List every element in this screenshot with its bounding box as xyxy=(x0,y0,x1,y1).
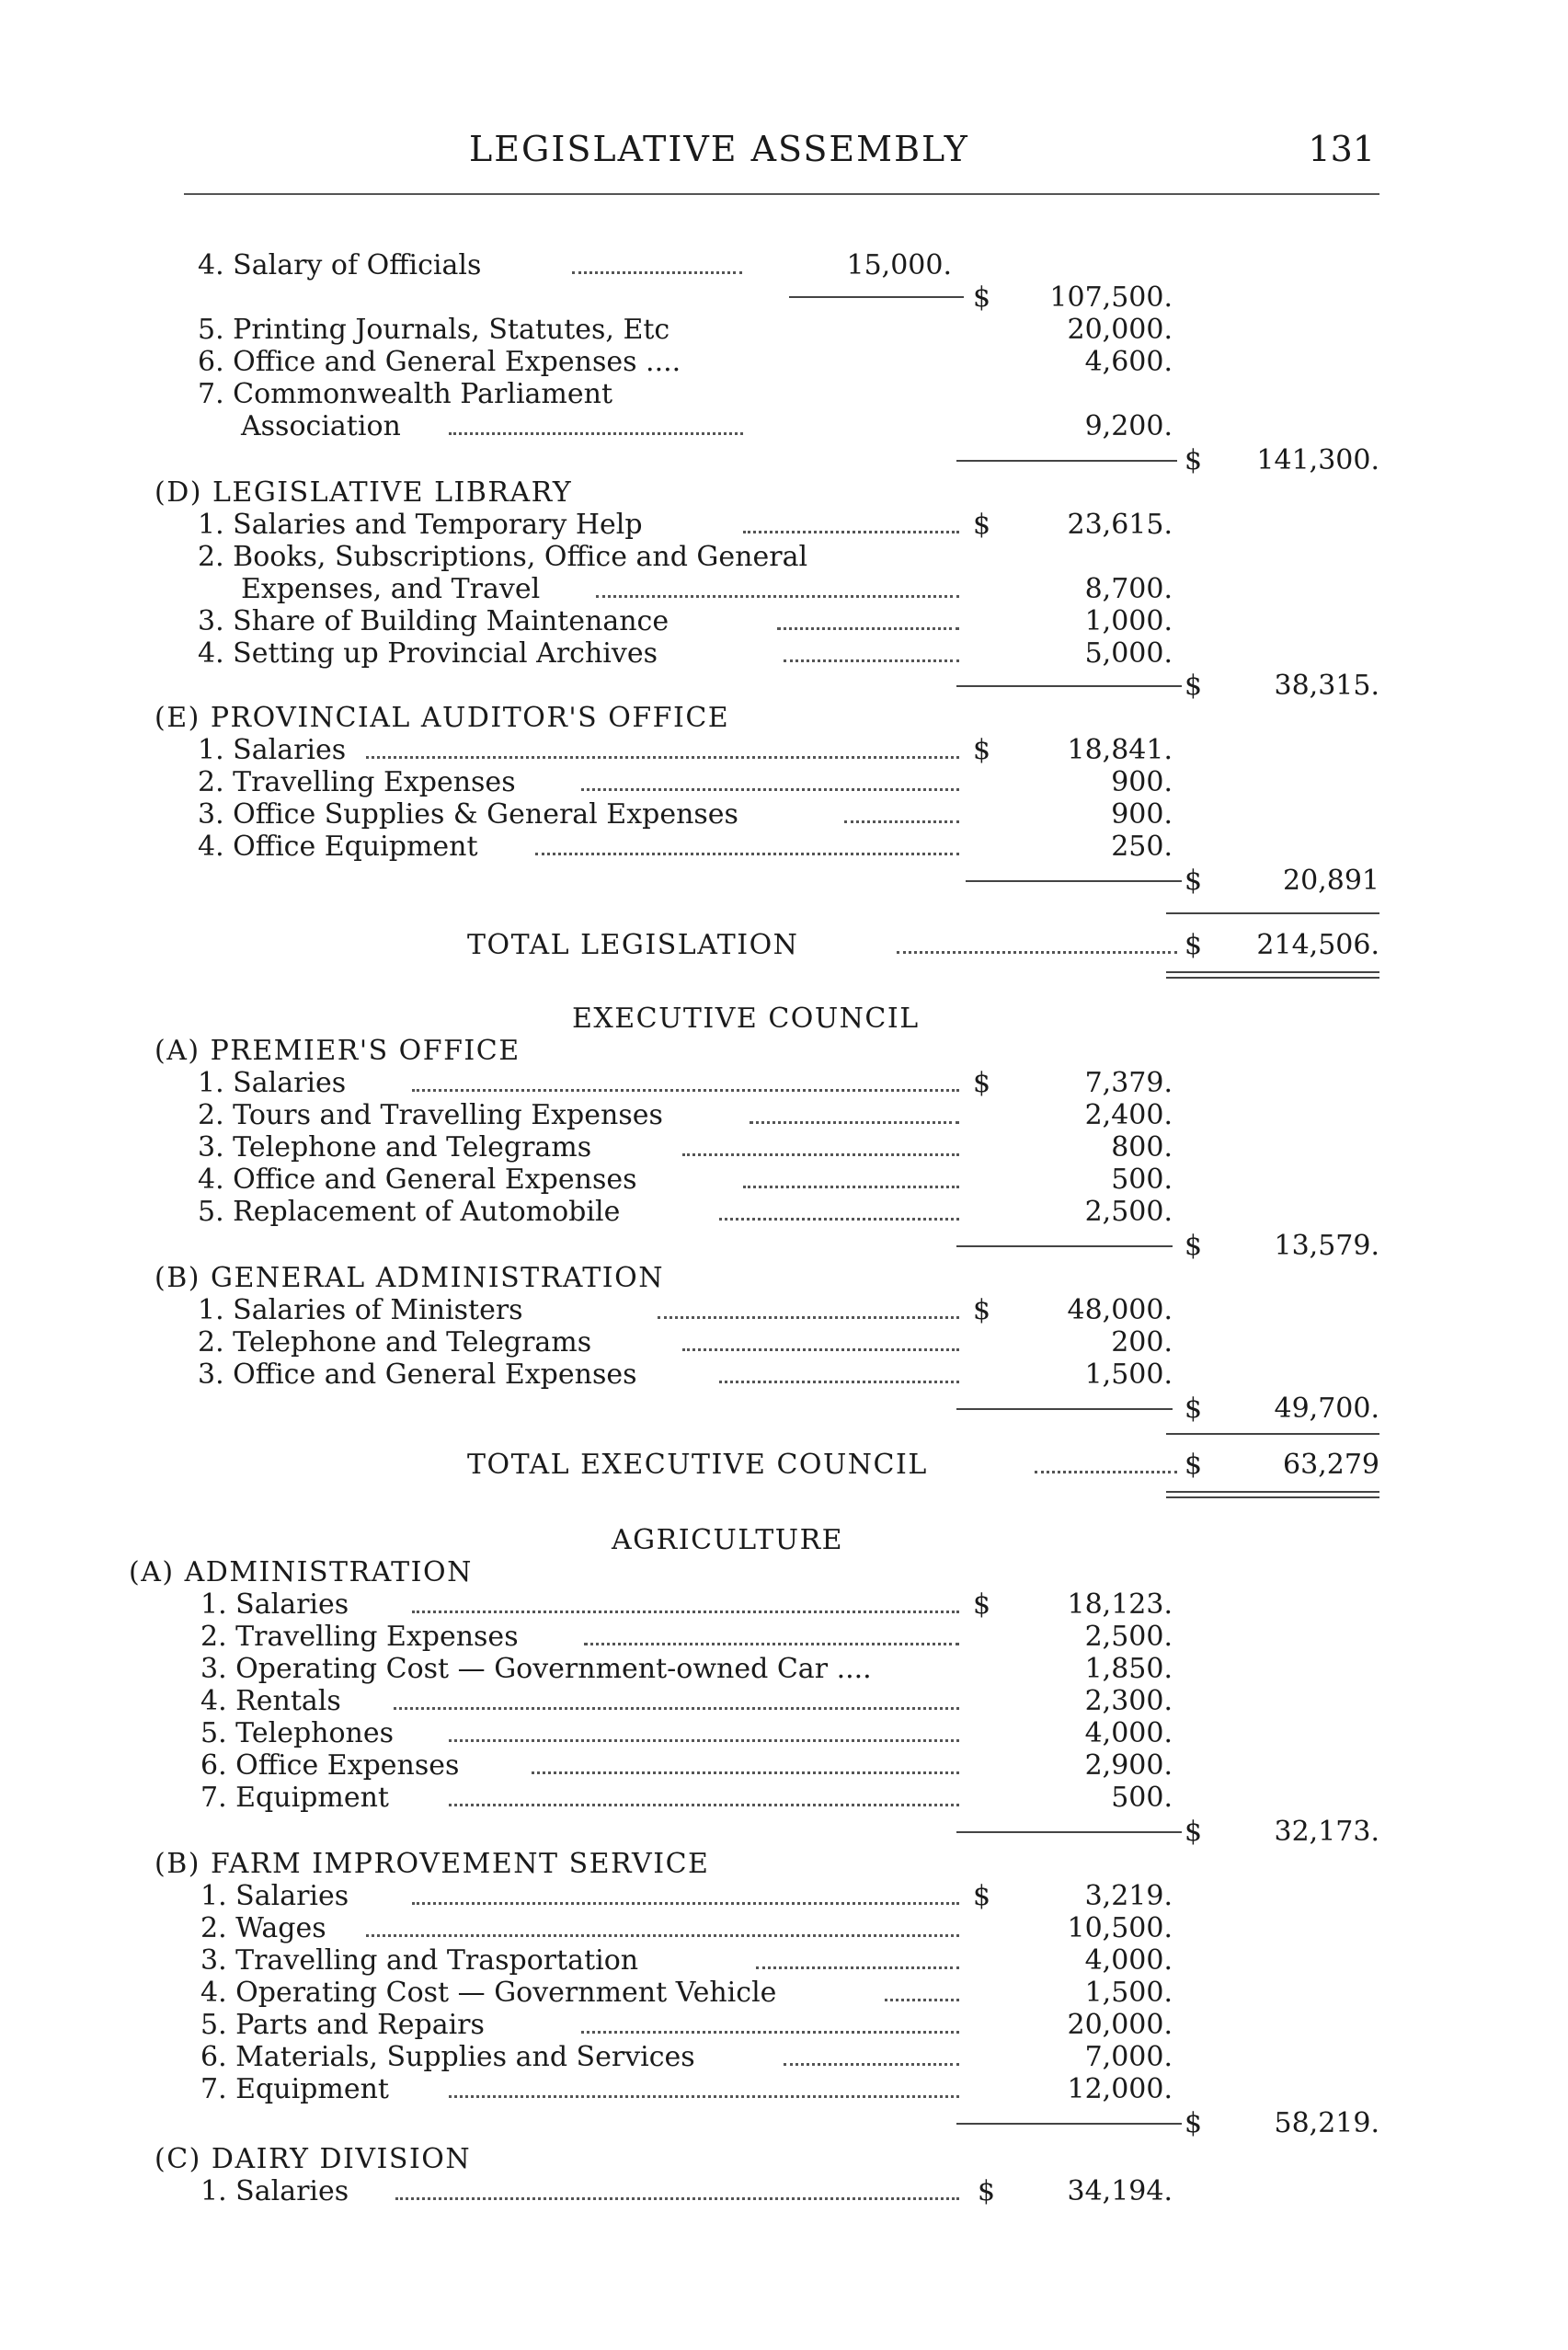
leader-dots xyxy=(897,951,1177,954)
total-rule xyxy=(1166,1433,1379,1435)
line-amount: 4,000. xyxy=(1084,1717,1173,1749)
line-label: 1. Salaries of Ministers xyxy=(198,1294,523,1326)
line-item xyxy=(0,509,1568,542)
line-item xyxy=(0,1358,1568,1392)
line-item xyxy=(0,1294,1568,1327)
line-label: 7. Equipment xyxy=(200,1782,389,1814)
section-heading: (B) FARM IMPROVEMENT SERVICE xyxy=(155,1848,710,1880)
line-amount: 800. xyxy=(1111,1131,1173,1164)
dollar-sign: $ xyxy=(1185,1449,1203,1481)
line-amount: 2,300. xyxy=(1084,1685,1173,1717)
header-rule xyxy=(184,193,1379,195)
line-amount: 4,600. xyxy=(1084,346,1173,378)
line-label: 4. Operating Cost — Government Vehicle xyxy=(200,1977,777,2009)
total-rule xyxy=(1166,912,1379,914)
grand-total-row xyxy=(0,1449,1568,1482)
section-total-row xyxy=(0,2107,1568,2140)
subtotal-amount: 107,500. xyxy=(1049,281,1173,314)
leader-dots xyxy=(449,2095,959,2098)
line-item xyxy=(0,541,1568,574)
dollar-sign: $ xyxy=(978,2175,996,2207)
line-label: 6. Materials, Supplies and Services xyxy=(200,2041,695,2073)
line-label: 4. Office Equipment xyxy=(198,831,478,863)
leader-dots xyxy=(449,1804,959,1806)
leader-dots xyxy=(750,1121,959,1124)
leader-dots xyxy=(719,1381,959,1383)
leader-dots xyxy=(784,2063,959,2066)
line-item xyxy=(0,1621,1568,1654)
line-item xyxy=(0,410,1568,443)
line-label: 1. Salaries xyxy=(200,2175,349,2207)
line-item xyxy=(0,1131,1568,1164)
section-heading: (C) DAIRY DIVISION xyxy=(155,2143,472,2175)
section-total: 141,300. xyxy=(1256,444,1379,476)
leader-dots xyxy=(366,1934,959,1937)
line-item xyxy=(0,346,1568,379)
line-label: 6. Office and General Expenses .... xyxy=(198,346,681,378)
line-item xyxy=(0,314,1568,347)
line-item xyxy=(0,1099,1568,1132)
line-item xyxy=(0,831,1568,864)
line-item xyxy=(0,637,1568,671)
total-label: TOTAL EXECUTIVE COUNCIL xyxy=(467,1449,928,1481)
section-total-row xyxy=(0,1816,1568,1849)
line-amount: 23,615. xyxy=(1067,509,1173,541)
line-item xyxy=(0,1717,1568,1750)
line-amount: 34,194. xyxy=(1067,2175,1173,2207)
dollar-sign: $ xyxy=(973,1294,991,1326)
leader-dots xyxy=(412,1611,959,1613)
line-amount: 900. xyxy=(1111,798,1173,831)
line-label: 1. Salaries and Temporary Help xyxy=(198,509,643,541)
leader-dots xyxy=(658,1316,959,1319)
page-number: 131 xyxy=(1308,129,1375,169)
line-amount: 7,000. xyxy=(1084,2041,1173,2073)
line-amount: 18,123. xyxy=(1067,1588,1173,1621)
dollar-sign: $ xyxy=(973,734,991,766)
line-item xyxy=(0,1782,1568,1815)
department-heading: EXECUTIVE COUNCIL xyxy=(572,1003,920,1035)
section-total-row xyxy=(0,444,1568,477)
line-label: 3. Operating Cost — Government-owned Car .... xyxy=(200,1653,872,1685)
line-amount: 18,841. xyxy=(1067,734,1173,766)
leader-dots xyxy=(394,1707,959,1710)
leader-dots xyxy=(581,2031,959,2034)
line-amount: 200. xyxy=(1111,1326,1173,1358)
leader-dots xyxy=(743,531,959,533)
section-total: 20,891 xyxy=(1283,865,1379,897)
line-item xyxy=(0,1749,1568,1783)
line-item xyxy=(0,1977,1568,2010)
line-label: 5. Telephones xyxy=(200,1717,394,1749)
line-label: 1. Salaries xyxy=(198,734,347,766)
line-label: 6. Office Expenses xyxy=(200,1749,460,1782)
leader-dots xyxy=(532,1771,959,1774)
line-item xyxy=(0,573,1568,606)
line-label: 2. Wages xyxy=(200,1912,326,1944)
line-amount: 2,900. xyxy=(1084,1749,1173,1782)
double-rule xyxy=(1166,1491,1379,1498)
dollar-sign: $ xyxy=(1185,444,1203,476)
leader-dots xyxy=(584,1643,959,1645)
subtotal-row xyxy=(0,281,1568,315)
line-amount: 9,200. xyxy=(1084,410,1173,442)
line-amount: 48,000. xyxy=(1067,1294,1173,1326)
line-amount: 2,500. xyxy=(1084,1196,1173,1228)
line-label: 3. Travelling and Trasportation xyxy=(200,1944,639,1977)
section-total: 49,700. xyxy=(1274,1393,1379,1425)
line-item xyxy=(0,1196,1568,1229)
leader-dots xyxy=(535,853,959,855)
dollar-sign: $ xyxy=(973,1880,991,1912)
line-label: 2. Books, Subscriptions, Office and General xyxy=(198,541,808,573)
leader-dots xyxy=(572,271,742,274)
leader-dots xyxy=(844,820,959,823)
line-item xyxy=(0,2009,1568,2042)
line-item xyxy=(0,2175,1568,2208)
leader-dots xyxy=(581,788,959,791)
section-total-row xyxy=(0,1230,1568,1263)
line-label: 2. Telephone and Telegrams xyxy=(198,1326,592,1358)
line-amount: 20,000. xyxy=(1067,2009,1173,2041)
line-label: 7. Equipment xyxy=(200,2073,389,2105)
line-item xyxy=(0,1164,1568,1197)
line-amount: 20,000. xyxy=(1067,314,1173,346)
leader-dots xyxy=(784,659,959,662)
line-label: 4. Salary of Officials xyxy=(198,249,482,281)
section-total-row xyxy=(0,1393,1568,1426)
grand-total: 63,279 xyxy=(1283,1449,1379,1481)
line-label: Association xyxy=(241,410,401,442)
line-item xyxy=(0,798,1568,831)
leader-dots xyxy=(756,1966,959,1969)
dollar-sign: $ xyxy=(1185,1230,1203,1262)
dollar-sign: $ xyxy=(1185,670,1203,702)
line-amount: 1,850. xyxy=(1084,1653,1173,1685)
section-total: 58,219. xyxy=(1274,2107,1379,2139)
line-label: 1. Salaries xyxy=(200,1880,349,1912)
section-heading: (A) ADMINISTRATION xyxy=(129,1556,473,1588)
line-amount: 4,000. xyxy=(1084,1944,1173,1977)
line-amount: 5,000. xyxy=(1084,637,1173,670)
line-label: 2. Travelling Expenses xyxy=(198,766,516,798)
line-label: 4. Office and General Expenses xyxy=(198,1164,637,1196)
line-amount: 12,000. xyxy=(1067,2073,1173,2105)
leader-dots xyxy=(719,1218,959,1221)
leader-dots xyxy=(682,1348,959,1351)
line-label: 3. Office Supplies & General Expenses xyxy=(198,798,738,831)
section-heading: (B) GENERAL ADMINISTRATION xyxy=(155,1262,664,1294)
line-item xyxy=(0,605,1568,638)
leader-dots xyxy=(449,1739,959,1742)
dollar-sign: $ xyxy=(973,1067,991,1099)
section-total: 38,315. xyxy=(1274,670,1379,702)
line-label: Expenses, and Travel xyxy=(241,573,541,605)
leader-dots xyxy=(682,1153,959,1156)
line-amount: 3,219. xyxy=(1084,1880,1173,1912)
line-label: 2. Travelling Expenses xyxy=(200,1621,519,1653)
leader-dots xyxy=(412,1902,959,1905)
line-item xyxy=(0,1880,1568,1913)
line-item xyxy=(0,2041,1568,2074)
line-amount: 900. xyxy=(1111,766,1173,798)
section-total: 13,579. xyxy=(1274,1230,1379,1262)
line-item xyxy=(0,1326,1568,1359)
line-label: 7. Commonwealth Parliament xyxy=(198,378,612,410)
line-label: 4. Rentals xyxy=(200,1685,341,1717)
dollar-sign: $ xyxy=(1185,929,1203,961)
total-label: TOTAL LEGISLATION xyxy=(467,929,799,961)
page-title: LEGISLATIVE ASSEMBLY xyxy=(469,129,969,169)
leader-dots xyxy=(395,2197,959,2200)
section-total: 32,173. xyxy=(1274,1816,1379,1848)
line-item xyxy=(0,378,1568,411)
line-item xyxy=(0,1685,1568,1718)
line-label: 5. Parts and Repairs xyxy=(200,2009,485,2041)
line-amount: 1,500. xyxy=(1084,1977,1173,2009)
dollar-sign: $ xyxy=(1185,1393,1203,1425)
department-heading: AGRICULTURE xyxy=(612,1524,844,1556)
double-rule xyxy=(1166,971,1379,979)
line-label: 5. Replacement of Automobile xyxy=(198,1196,621,1228)
line-item xyxy=(0,734,1568,767)
leader-dots xyxy=(449,432,743,435)
line-item xyxy=(0,1912,1568,1945)
leader-dots xyxy=(885,1999,959,2001)
dollar-sign: $ xyxy=(1185,1816,1203,1848)
line-amount: 7,379. xyxy=(1084,1067,1173,1099)
line-amount: 1,500. xyxy=(1084,1358,1173,1391)
section-heading: (D) LEGISLATIVE LIBRARY xyxy=(155,476,573,509)
line-label: 1. Salaries xyxy=(200,1588,349,1621)
line-amount: 500. xyxy=(1111,1164,1173,1196)
line-item xyxy=(0,1653,1568,1686)
leader-dots xyxy=(366,756,959,759)
leader-dots xyxy=(596,595,959,598)
grand-total-row xyxy=(0,929,1568,962)
line-label: 5. Printing Journals, Statutes, Etc xyxy=(198,314,670,346)
line-item xyxy=(0,2073,1568,2106)
section-total-row xyxy=(0,670,1568,703)
leader-dots xyxy=(1035,1471,1177,1473)
line-label: 4. Setting up Provincial Archives xyxy=(198,637,658,670)
line-amount: 250. xyxy=(1111,831,1173,863)
line-item xyxy=(0,1067,1568,1100)
dollar-sign: $ xyxy=(973,509,991,541)
line-label: 1. Salaries xyxy=(198,1067,347,1099)
line-label: 3. Telephone and Telegrams xyxy=(198,1131,592,1164)
line-amount: 1,000. xyxy=(1084,605,1173,637)
section-heading: (A) PREMIER'S OFFICE xyxy=(155,1035,521,1067)
line-amount: 10,500. xyxy=(1067,1912,1173,1944)
leader-dots xyxy=(743,1186,959,1188)
line-label: 3. Office and General Expenses xyxy=(198,1358,637,1391)
line-amount: 8,700. xyxy=(1084,573,1173,605)
dollar-sign: $ xyxy=(973,1588,991,1621)
line-amount: 2,500. xyxy=(1084,1621,1173,1653)
dollar-sign: $ xyxy=(1185,865,1203,897)
line-amount: 15,000. xyxy=(846,249,952,281)
section-heading: (E) PROVINCIAL AUDITOR'S OFFICE xyxy=(155,702,730,734)
line-label: 2. Tours and Travelling Expenses xyxy=(198,1099,663,1131)
leader-dots xyxy=(777,627,959,630)
line-item xyxy=(0,249,1568,282)
line-amount: 500. xyxy=(1111,1782,1173,1814)
line-item xyxy=(0,1588,1568,1622)
grand-total: 214,506. xyxy=(1256,929,1379,961)
leader-dots xyxy=(412,1089,959,1092)
section-total-row xyxy=(0,865,1568,898)
line-item xyxy=(0,1944,1568,1977)
line-label: 3. Share of Building Maintenance xyxy=(198,605,670,637)
dollar-sign: $ xyxy=(973,281,991,314)
line-item xyxy=(0,766,1568,799)
dollar-sign: $ xyxy=(1185,2107,1203,2139)
line-amount: 2,400. xyxy=(1084,1099,1173,1131)
